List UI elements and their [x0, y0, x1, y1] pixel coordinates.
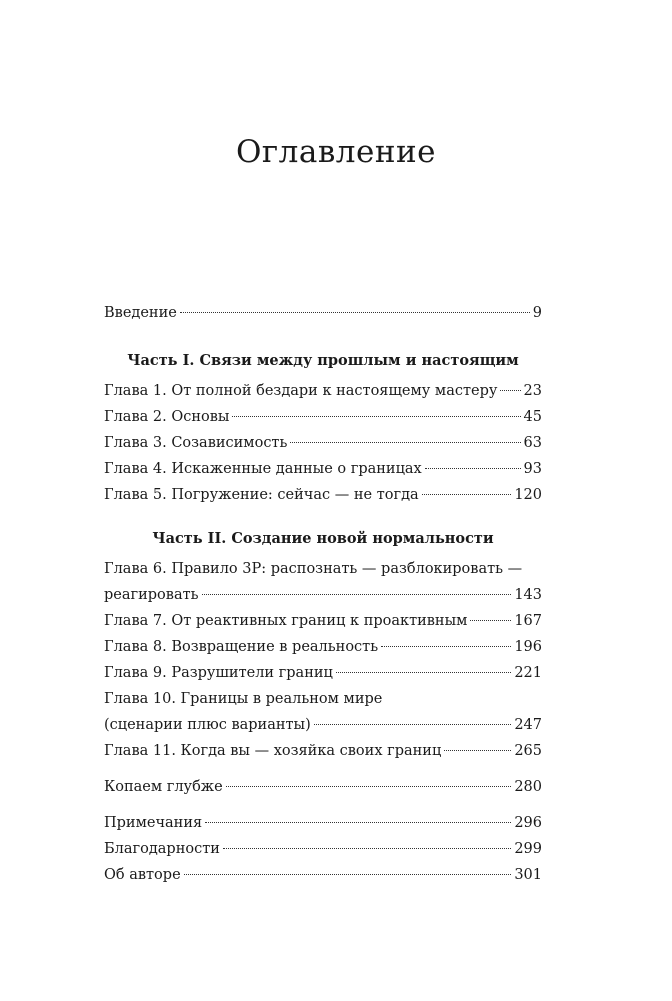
- dot-leader: [381, 646, 511, 647]
- toc-entry-label: Введение: [104, 305, 177, 321]
- dot-leader: [290, 442, 520, 443]
- toc-entry-page: 296: [514, 815, 542, 831]
- toc-entry-label: Копаем глубже: [104, 779, 223, 795]
- toc-entry-label: реагировать: [104, 587, 199, 603]
- toc-entry-notes[interactable]: [104, 810, 542, 836]
- toc-entry-label: Глава 7. От реактивных границ к проактивным: [104, 613, 468, 629]
- toc-entry-label: Благодарности: [104, 841, 220, 857]
- toc-entry-page: 247: [514, 717, 542, 733]
- toc-entry-page: 63: [523, 435, 542, 451]
- dot-leader: [470, 620, 511, 621]
- toc-entry-label: Глава 9. Разрушители границ: [104, 665, 333, 681]
- toc-entry-chapter-11[interactable]: [104, 738, 542, 764]
- toc-entry-page: 265: [514, 743, 542, 759]
- toc-entry-chapter-7[interactable]: [104, 608, 542, 634]
- dot-leader: [184, 874, 512, 875]
- toc-entry-chapter-8[interactable]: [104, 634, 542, 660]
- toc-entry-page: 299: [514, 841, 542, 857]
- toc-entry-label: Глава 1. От полной бездари к настоящему мастеру: [104, 383, 498, 399]
- toc-entry-page: 93: [523, 461, 542, 477]
- toc-entry-page: 196: [514, 639, 542, 655]
- toc-entry-introduction[interactable]: [104, 300, 542, 326]
- toc-entry-label: Об авторе: [104, 867, 181, 883]
- page-title: Оглавление: [236, 134, 436, 170]
- toc-entry-page: 301: [514, 867, 542, 883]
- dot-leader: [180, 312, 530, 313]
- toc-entry-label-line-1: Глава 10. Границы в реальном мире: [104, 691, 383, 707]
- toc-entry-label: Примечания: [104, 815, 203, 831]
- dot-leader: [314, 724, 512, 725]
- dot-leader: [232, 416, 520, 417]
- toc-entry-label-line-1: Глава 6. Правило 3Р: распознать — разблокировать —: [104, 561, 523, 577]
- toc-entry-chapter-4[interactable]: [104, 456, 542, 482]
- toc-entry-chapter-1[interactable]: [104, 378, 542, 404]
- toc-entry-label: Глава 4. Искаженные данные о границах: [104, 461, 422, 477]
- toc-entry-label: Глава 5. Погружение: сейчас — не тогда: [104, 487, 419, 503]
- toc-entry-chapter-3[interactable]: [104, 430, 542, 456]
- toc-entry-page: 221: [514, 665, 542, 681]
- toc-entry-chapter-2[interactable]: [104, 404, 542, 430]
- toc-entry-label: Глава 2. Основы: [104, 409, 230, 425]
- toc-entry-page: 9: [532, 305, 542, 321]
- toc-entry-chapter-9[interactable]: [104, 660, 542, 686]
- toc-entry-chapter-5[interactable]: [104, 482, 542, 508]
- toc-entry-label: Глава 11. Когда вы — хозяйка своих границ: [104, 743, 442, 759]
- part-2-title: Часть II. Создание новой нормальности: [152, 530, 494, 547]
- toc-entry-acknowledgements[interactable]: [104, 836, 542, 862]
- dot-leader: [205, 822, 511, 823]
- toc-entry-chapter-6[interactable]: [104, 556, 542, 608]
- toc-entry-label: (сценарии плюс варианты): [104, 717, 311, 733]
- toc-entry-page: 143: [514, 587, 542, 603]
- table-of-contents: [104, 300, 542, 888]
- toc-entry-page: 120: [514, 487, 542, 503]
- toc-entry-about-author[interactable]: [104, 862, 542, 888]
- part-1-title: Часть I. Связи между прошлым и настоящим: [127, 352, 519, 369]
- toc-entry-page: 45: [523, 409, 542, 425]
- dot-leader: [444, 750, 511, 751]
- dot-leader: [226, 786, 512, 787]
- dot-leader: [422, 494, 512, 495]
- dot-leader: [500, 390, 520, 391]
- dot-leader: [336, 672, 511, 673]
- dot-leader: [223, 848, 511, 849]
- toc-entry-chapter-10[interactable]: [104, 686, 542, 738]
- toc-entry-page: 167: [514, 613, 542, 629]
- toc-entry-page: 280: [514, 779, 542, 795]
- toc-entry-label: Глава 8. Возвращение в реальность: [104, 639, 379, 655]
- toc-entry-label: Глава 3. Созависимость: [104, 435, 288, 451]
- toc-entry-page: 23: [523, 383, 542, 399]
- dot-leader: [202, 594, 512, 595]
- dot-leader: [425, 468, 521, 469]
- toc-entry-dig-deeper[interactable]: [104, 774, 542, 800]
